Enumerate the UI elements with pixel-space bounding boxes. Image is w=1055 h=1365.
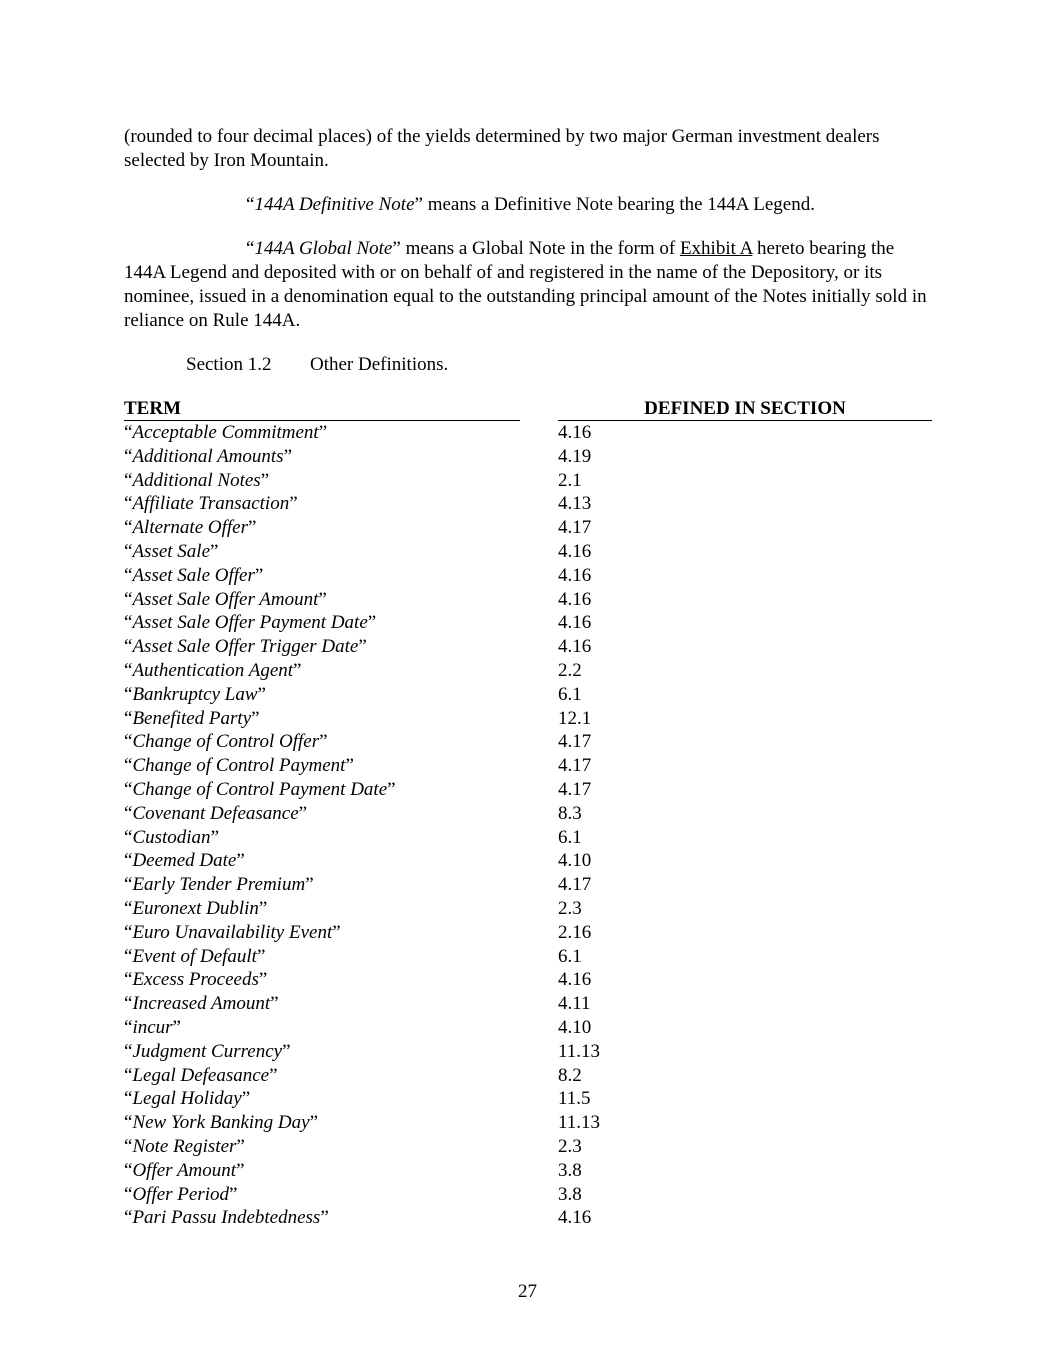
defined-term: Legal Holiday	[132, 1088, 242, 1110]
table-row	[124, 1183, 934, 1207]
table-row	[124, 611, 934, 635]
section-cell: 4.10	[558, 850, 592, 872]
section-cell: 4.16	[558, 588, 592, 610]
paragraph-continuation: (rounded to four decimal places) of the yields determined by two major German investment dealers selected by Iron Mountain.	[124, 126, 880, 171]
defined-term: Legal Defeasance	[132, 1064, 270, 1086]
table-row	[124, 849, 934, 873]
section-cell: 4.17	[558, 874, 592, 896]
defined-term: Change of Control Payment Date	[132, 778, 388, 800]
term-cell: “Alternate Offer”	[124, 517, 257, 539]
section-cell: 4.16	[558, 422, 592, 443]
term-cell: “Asset Sale”	[124, 540, 219, 562]
defined-term: Increased Amount	[132, 993, 271, 1015]
term-cell: “Custodian”	[124, 826, 219, 848]
table-row	[124, 683, 934, 707]
header-defined-in-section: DEFINED IN SECTION	[558, 398, 932, 421]
term-cell: “Offer Amount”	[124, 1159, 245, 1181]
table-row	[124, 873, 934, 897]
header-term: TERM	[124, 398, 520, 421]
section-cell: 2.2	[558, 659, 582, 681]
term-cell: “Change of Control Payment”	[124, 755, 354, 777]
term-cell: “Additional Amounts”	[124, 445, 293, 467]
defined-term: incur	[132, 1016, 173, 1038]
section-cell: 4.16	[558, 564, 592, 586]
term-cell: “Asset Sale Offer Amount”	[124, 588, 327, 610]
table-row	[124, 469, 934, 493]
term-cell: “Asset Sale Offer Payment Date”	[124, 612, 377, 634]
term-cell: “Asset Sale Offer”	[124, 564, 264, 586]
table-row	[124, 707, 934, 731]
section-cell: 4.17	[558, 778, 592, 800]
defined-term: Covenant Defeasance	[132, 802, 299, 824]
section-cell: 6.1	[558, 945, 582, 967]
section-cell: 11.5	[558, 1088, 591, 1110]
defined-term: Note Register	[132, 1135, 237, 1157]
table-row	[124, 421, 934, 445]
section-cell: 12.1	[558, 707, 592, 729]
term-cell: “Pari Passu Indebtedness”	[124, 1207, 329, 1229]
defined-term: Judgment Currency	[132, 1040, 283, 1062]
defined-term: Change of Control Payment	[132, 755, 346, 777]
definition-text: means a Global Note in the form of	[400, 238, 680, 259]
section-cell: 11.13	[558, 1040, 601, 1062]
table-row	[124, 968, 934, 992]
term-cell: “Increased Amount”	[124, 993, 279, 1015]
table-row	[124, 1016, 934, 1040]
term-cell: “Acceptable Commitment”	[124, 422, 328, 443]
defined-term: Excess Proceeds	[132, 969, 259, 991]
section-cell: 2.3	[558, 897, 582, 919]
table-row	[124, 516, 934, 540]
section-cell: 4.16	[558, 612, 592, 634]
section-cell: 4.16	[558, 969, 592, 991]
section-cell: 4.16	[558, 636, 592, 658]
defined-term: Alternate Offer	[132, 517, 248, 539]
section-cell: 4.10	[558, 1016, 592, 1038]
table-body	[124, 421, 934, 1230]
defined-term: 144A Definitive Note	[254, 194, 415, 215]
table-row	[124, 754, 934, 778]
table-row	[124, 1111, 934, 1135]
term-cell: “Additional Notes”	[124, 469, 270, 491]
definition-text: means a Definitive Note bearing the 144A Legend.	[422, 194, 815, 215]
term-cell: “Change of Control Offer”	[124, 731, 328, 753]
section-cell: 8.3	[558, 802, 582, 824]
section-cell: 4.16	[558, 1207, 592, 1229]
defined-term: Offer Period	[132, 1183, 230, 1205]
defined-term: Additional Amounts	[132, 445, 284, 467]
defined-term: Deemed Date	[132, 850, 237, 872]
table-row	[124, 564, 934, 588]
table-row	[124, 588, 934, 612]
section-cell: 4.13	[558, 493, 592, 515]
section-cell: 2.16	[558, 921, 592, 943]
defined-term: Asset Sale Offer	[132, 564, 255, 586]
section-cell: 3.8	[558, 1159, 582, 1181]
table-row	[124, 635, 934, 659]
defined-term: Early Tender Premium	[132, 874, 306, 896]
table-row	[124, 540, 934, 564]
defined-term: Authentication Agent	[132, 659, 294, 681]
defined-term: Euro Unavailability Event	[132, 921, 333, 943]
section-cell: 4.11	[558, 993, 591, 1015]
section-cell: 4.17	[558, 731, 592, 753]
defined-term: Bankruptcy Law	[132, 683, 258, 705]
section-cell: 4.19	[558, 445, 592, 467]
page-number: 27	[518, 1281, 537, 1302]
table-row	[124, 445, 934, 469]
defined-term: Benefited Party	[132, 707, 252, 729]
term-cell: “Bankruptcy Law”	[124, 683, 266, 705]
term-cell: “Benefited Party”	[124, 707, 260, 729]
section-cell: 6.1	[558, 683, 582, 705]
defined-term: Asset Sale	[132, 540, 211, 562]
defined-term: New York Banking Day	[132, 1112, 310, 1134]
defined-term: Custodian	[132, 826, 211, 848]
table-row	[124, 826, 934, 850]
defined-term: Additional Notes	[132, 469, 261, 491]
table-row	[124, 492, 934, 516]
section-cell: 4.17	[558, 755, 592, 777]
section-cell: 2.1	[558, 469, 582, 491]
section-number: Section 1.2	[186, 354, 272, 375]
section-cell: 11.13	[558, 1112, 601, 1134]
table-row	[124, 1135, 934, 1159]
term-cell: “Euronext Dublin”	[124, 897, 268, 919]
table-row	[124, 802, 934, 826]
section-cell: 6.1	[558, 826, 582, 848]
table-row	[124, 1159, 934, 1183]
term-cell: “New York Banking Day”	[124, 1112, 319, 1134]
term-cell: “Asset Sale Offer Trigger Date”	[124, 636, 367, 658]
table-row	[124, 659, 934, 683]
section-cell: 4.16	[558, 540, 592, 562]
section-cell: 2.3	[558, 1135, 582, 1157]
term-cell: “Change of Control Payment Date”	[124, 778, 396, 800]
term-cell: “Excess Proceeds”	[124, 969, 268, 991]
table-row	[124, 897, 934, 921]
term-cell: “Covenant Defeasance”	[124, 802, 308, 824]
table-row	[124, 778, 934, 802]
defined-term: Asset Sale Offer Payment Date	[132, 612, 368, 634]
table-row	[124, 1040, 934, 1064]
term-cell: “Legal Holiday”	[124, 1088, 251, 1110]
term-cell: “Deemed Date”	[124, 850, 245, 872]
term-cell: “Event of Default”	[124, 945, 266, 967]
table-row	[124, 1206, 934, 1230]
defined-term: Affiliate Transaction	[132, 493, 290, 515]
term-cell: “Authentication Agent”	[124, 659, 302, 681]
section-heading	[186, 353, 934, 377]
table-row	[124, 992, 934, 1016]
section-cell: 4.17	[558, 517, 592, 539]
term-cell: “Early Tender Premium”	[124, 874, 314, 896]
defined-term: Event of Default	[132, 945, 257, 967]
term-cell: “Offer Period”	[124, 1183, 238, 1205]
definitions-table	[124, 396, 934, 1230]
term-cell: “incur”	[124, 1016, 181, 1038]
term-cell: “Euro Unavailability Event”	[124, 921, 341, 943]
defined-term: Asset Sale Offer Trigger Date	[132, 636, 359, 658]
defined-term: Change of Control Offer	[132, 731, 320, 753]
defined-term: Euronext Dublin	[132, 897, 259, 919]
section-title: Other Definitions.	[310, 354, 449, 375]
table-row	[124, 1064, 934, 1088]
defined-term: Pari Passu Indebtedness	[132, 1207, 321, 1229]
table-header	[124, 396, 934, 421]
section-cell: 8.2	[558, 1064, 582, 1086]
definition-144a-definitive-note: “144A Definitive Note” means a Definitive Note bearing the 144A Legend.	[246, 194, 815, 215]
table-row	[124, 945, 934, 969]
defined-term: Offer Amount	[132, 1159, 237, 1181]
term-cell: “Affiliate Transaction”	[124, 493, 298, 515]
defined-term: Asset Sale Offer Amount	[132, 588, 319, 610]
exhibit-reference: Exhibit A	[679, 238, 753, 259]
defined-term: 144A Global Note	[254, 238, 393, 259]
definition-text: hereto bearing the 144A Legend and deposited with or on behalf of and registered in the name of the Depository, or its nominee, issued in a denomination equal to the outstanding principal amount of the Notes initially sold in reliance on Rule 144A.	[124, 238, 927, 331]
term-cell: “Note Register”	[124, 1135, 245, 1157]
section-cell: 3.8	[558, 1183, 582, 1205]
term-cell: “Judgment Currency”	[124, 1040, 291, 1062]
definition-144a-global-note: “144A Global Note” means a Global Note in the form of Exhibit A hereto bearing the 144A Legend and deposited with or on behalf of and registered in the name of the Depository, or its nominee, issued in a denomination equal to the outstanding principal amount of the Notes initially sold in reliance on Rule 144A.	[124, 238, 927, 331]
table-row	[124, 1087, 934, 1111]
document-page	[124, 125, 934, 1230]
table-row	[124, 730, 934, 754]
table-row	[124, 921, 934, 945]
term-cell: “Legal Defeasance”	[124, 1064, 278, 1086]
defined-term: Acceptable Commitment	[132, 422, 319, 443]
